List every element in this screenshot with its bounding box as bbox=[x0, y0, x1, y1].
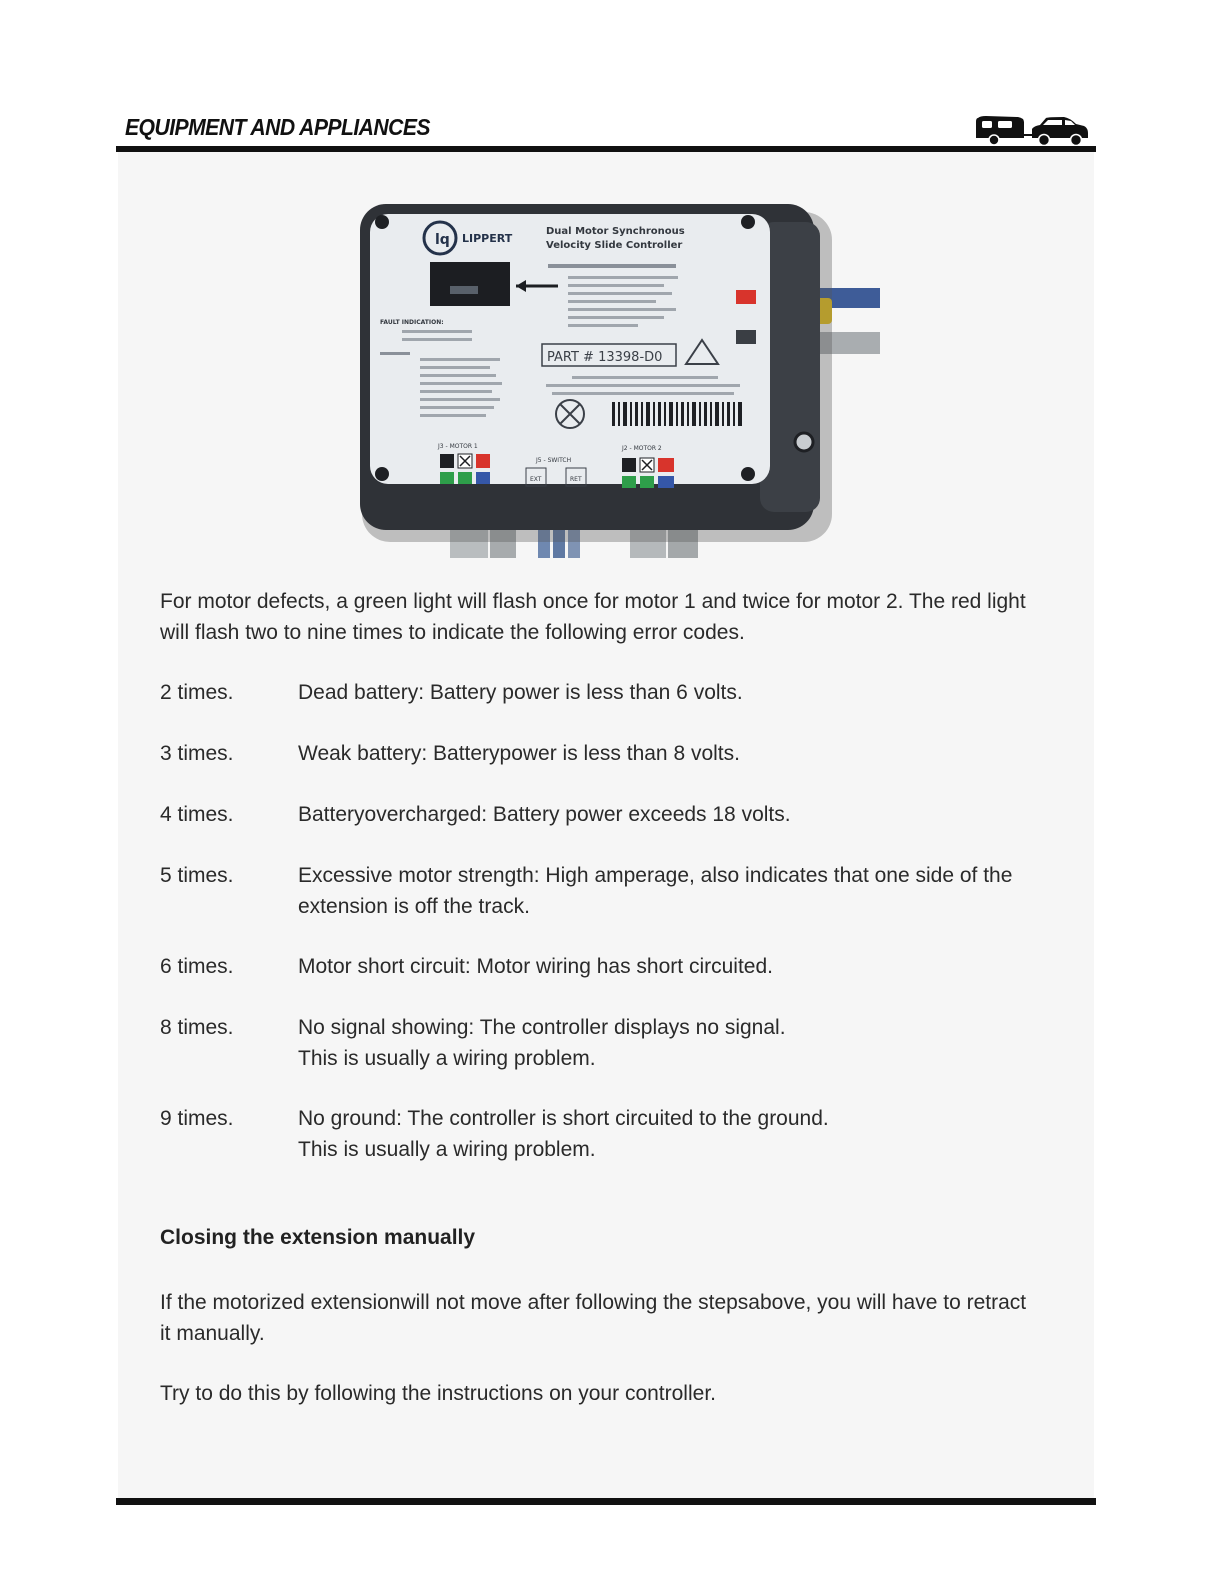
footer-rule bbox=[116, 1498, 1096, 1505]
controller-brand: LIPPERT bbox=[462, 232, 513, 245]
switch-ret-label: RET bbox=[570, 476, 582, 483]
error-code-description: Excessive motor strength: High amperage, also indicates that one side of the extension is off the track. bbox=[298, 864, 1013, 918]
error-code-description bbox=[298, 1012, 1038, 1074]
error-code-times: 4 times. bbox=[160, 803, 234, 826]
camper-and-car-icon bbox=[972, 112, 1090, 150]
manual-close-paragraph: If the motorized extensionwill not move after following the stepsabove, you will have to retract it manually. bbox=[160, 1291, 1027, 1345]
svg-text:lq: lq bbox=[435, 232, 450, 248]
error-code-times: 3 times. bbox=[160, 742, 234, 765]
error-code-description: Weak battery: Batterypower is less than 8 volts. bbox=[298, 742, 740, 765]
error-code-times: 2 times. bbox=[160, 681, 234, 704]
error-code-times: 6 times. bbox=[160, 955, 234, 978]
error-code-description: Motor short circuit: Motor wiring has short circuited. bbox=[298, 955, 773, 978]
error-code-description-line: No signal showing: The controller displays no signal. bbox=[298, 1016, 786, 1039]
error-code-description-line: This is usually a wiring problem. bbox=[298, 1047, 596, 1070]
error-code-description bbox=[298, 1103, 1038, 1165]
motor2-label: J2 - MOTOR 2 bbox=[622, 445, 662, 452]
motor1-label: J3 - MOTOR 1 bbox=[438, 443, 478, 450]
controller-product-line2: Velocity Slide Controller bbox=[546, 240, 683, 251]
intro-paragraph: For motor defects, a green light will flash once for motor 1 and twice for motor 2. The red light will flash two to nine times to indicate the following error codes. bbox=[160, 590, 1026, 644]
slide-controller-photo bbox=[340, 192, 880, 558]
error-code-times: 9 times. bbox=[160, 1107, 234, 1130]
error-code-description: Dead battery: Battery power is less than 6 volts. bbox=[298, 681, 743, 704]
header-rule bbox=[116, 146, 1096, 152]
section-heading: Closing the extension manually bbox=[160, 1226, 476, 1249]
error-code-description-line: No ground: The controller is short circuited to the ground. bbox=[298, 1107, 829, 1130]
section-title: EQUIPMENT AND APPLIANCES bbox=[125, 114, 430, 140]
error-code-times: 5 times. bbox=[160, 864, 234, 887]
error-code-description-line: This is usually a wiring problem. bbox=[298, 1138, 596, 1161]
switch-label: J5 - SWITCH bbox=[536, 457, 572, 464]
error-code-times: 8 times. bbox=[160, 1016, 234, 1039]
fault-indication-label: FAULT INDICATION: bbox=[380, 319, 444, 326]
controller-product-line1: Dual Motor Synchronous bbox=[546, 226, 685, 237]
error-code-description: Batteryovercharged: Battery power exceeds 18 volts. bbox=[298, 803, 791, 826]
controller-part-label: PART # 13398-D0 bbox=[547, 350, 663, 365]
instructions-paragraph: Try to do this by following the instructions on your controller. bbox=[160, 1382, 716, 1405]
switch-ext-label: EXT bbox=[530, 476, 542, 483]
